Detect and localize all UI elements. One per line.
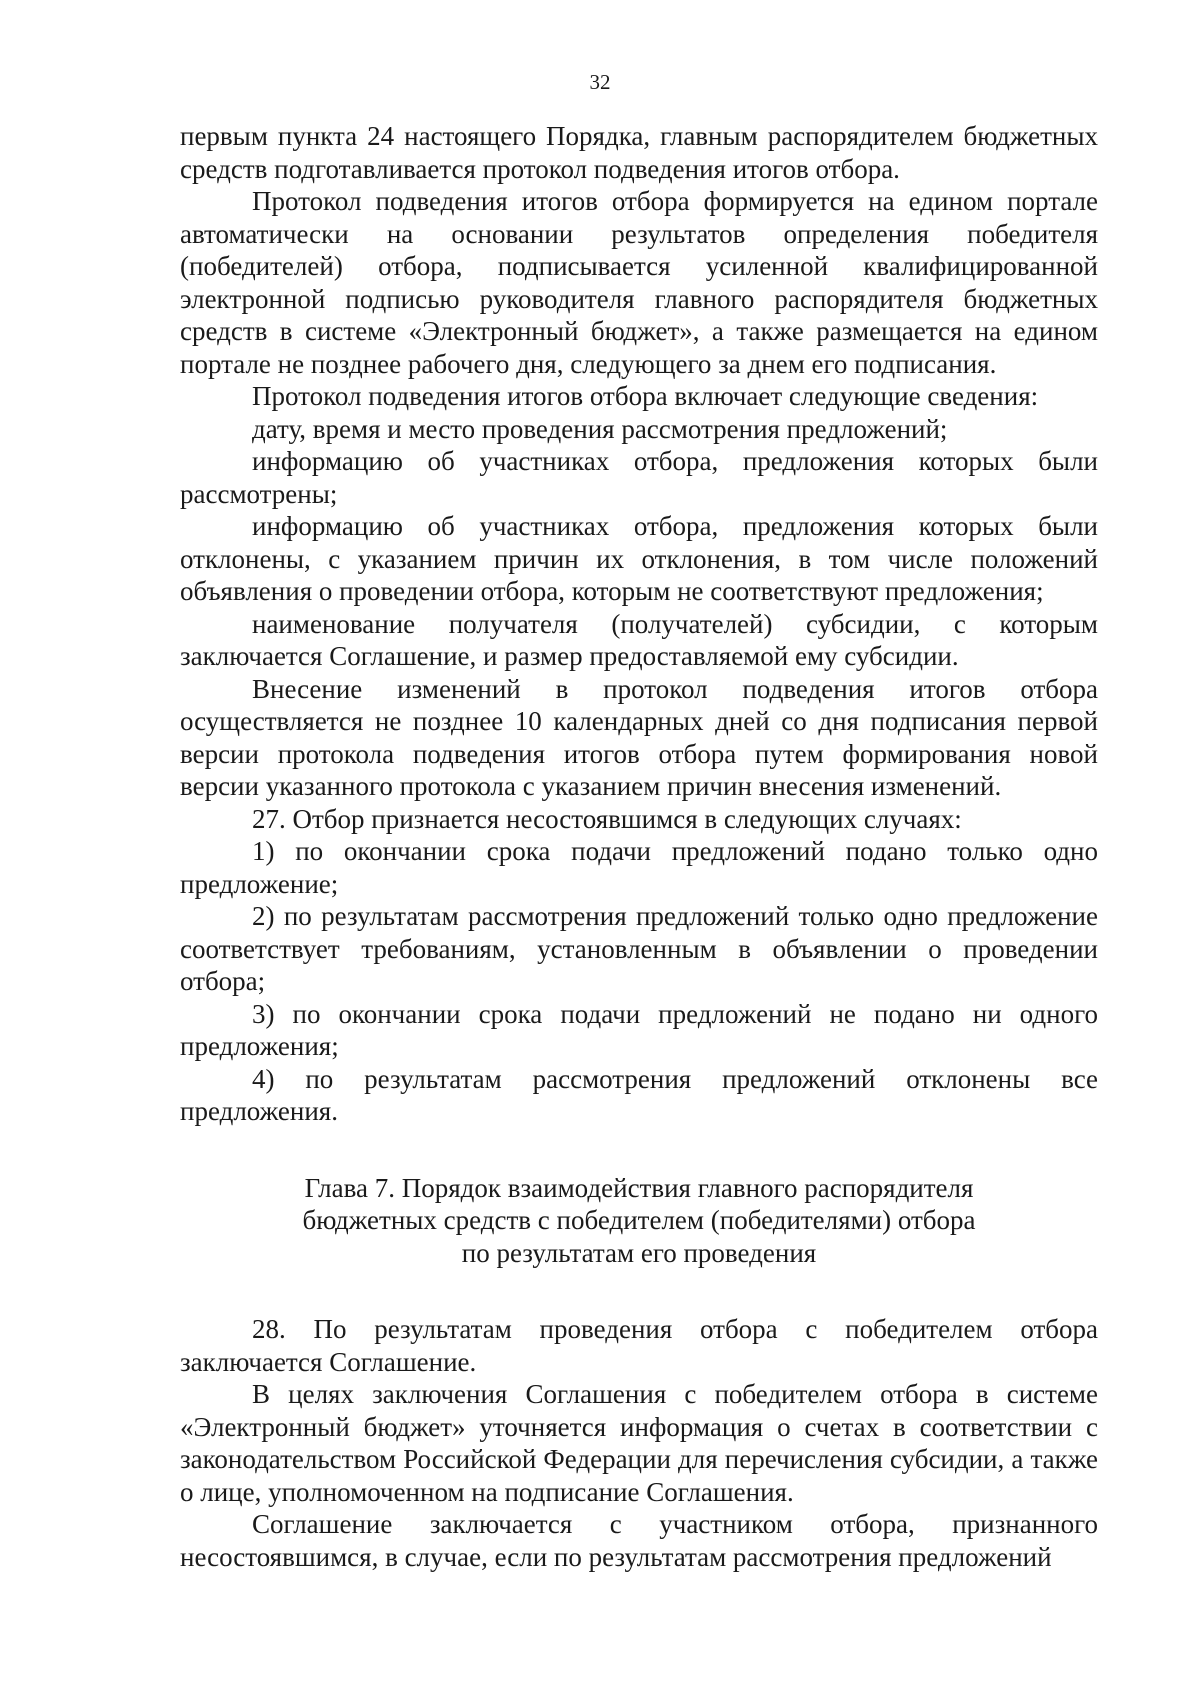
paragraphs-before-heading bbox=[180, 120, 1098, 1128]
paragraph: Протокол подведения итогов отбора включает следующие сведения: bbox=[252, 381, 1039, 411]
chapter-heading-line: бюджетных средств с победителем (победителями) отбора bbox=[302, 1205, 976, 1235]
chapter-heading-line: по результатам его проведения bbox=[461, 1237, 817, 1268]
paragraph: первым пункта 24 настоящего Порядка, главным распорядителем бюджетных средств подготавливается протокол подведения итогов отбора. bbox=[180, 121, 1098, 184]
chapter-heading-line: Глава 7. Порядок взаимодействия главного распорядителя bbox=[304, 1172, 974, 1203]
paragraph: 1) по окончании срока подачи предложений подано только одно предложение; bbox=[180, 836, 1098, 899]
paragraph: В целях заключения Соглашения с победителем отбора в системе «Электронный бюджет» уточняется информация о счетах в соответствии с законодательством Российской Федерации для перечисления субсидии, а также о лице, уполномоченном на подписание Соглашения. bbox=[180, 1379, 1098, 1507]
paragraph: 2) по результатам рассмотрения предложений только одно предложение соответствует требованиям, установленным в объявлении о проведении отбора; bbox=[180, 901, 1098, 996]
paragraph: Внесение изменений в протокол подведения итогов отбора осуществляется не позднее 10 календарных дней со дня подписания первой версии протокола подведения итогов отбора путем формирования новой версии указанного протокола с указанием причин внесения изменений. bbox=[180, 673, 1098, 801]
page-number: 32 bbox=[589, 70, 611, 94]
paragraph: 4) по результатам рассмотрения предложений отклонены все предложения. bbox=[180, 1063, 1098, 1126]
paragraph: дату, время и место проведения рассмотрения предложений; bbox=[252, 413, 948, 444]
paragraph: информацию об участниках отбора, предложения которых были рассмотрены; bbox=[180, 446, 1098, 509]
paragraph: Протокол подведения итогов отбора формируется на едином портале автоматически на основании результатов определения победителя (победителей) отбора, подписывается усиленной квалифицированной электронной подписью руководителя главного распорядителя бюджетных средств в системе «Электронный бюджет», а также размещается на едином портале не позднее рабочего дня, следующего за днем его подписания. bbox=[180, 186, 1098, 379]
paragraph: информацию об участниках отбора, предложения которых были отклонены, с указанием причин их отклонения, в том числе положений объявления о проведении отбора, которым не соответствуют предложения; bbox=[180, 511, 1098, 606]
paragraphs-after-heading bbox=[180, 1313, 1098, 1573]
paragraph: 3) по окончании срока подачи предложений не подано ни одного предложения; bbox=[180, 998, 1098, 1061]
paragraph: 27. Отбор признается несостоявшимся в следующих случаях: bbox=[252, 803, 962, 834]
paragraph: наименование получателя (получателей) субсидии, с которым заключается Соглашение, и размер предоставляемой ему субсидии. bbox=[180, 608, 1098, 671]
document-body bbox=[180, 120, 1098, 1573]
paragraph: Соглашение заключается с участником отбора, признанного несостоявшимся, в случае, если по результатам рассмотрения предложений bbox=[180, 1509, 1098, 1572]
paragraph: 28. По результатам проведения отбора с победителем отбора заключается Соглашение. bbox=[180, 1314, 1098, 1377]
chapter-heading bbox=[180, 1172, 1098, 1270]
